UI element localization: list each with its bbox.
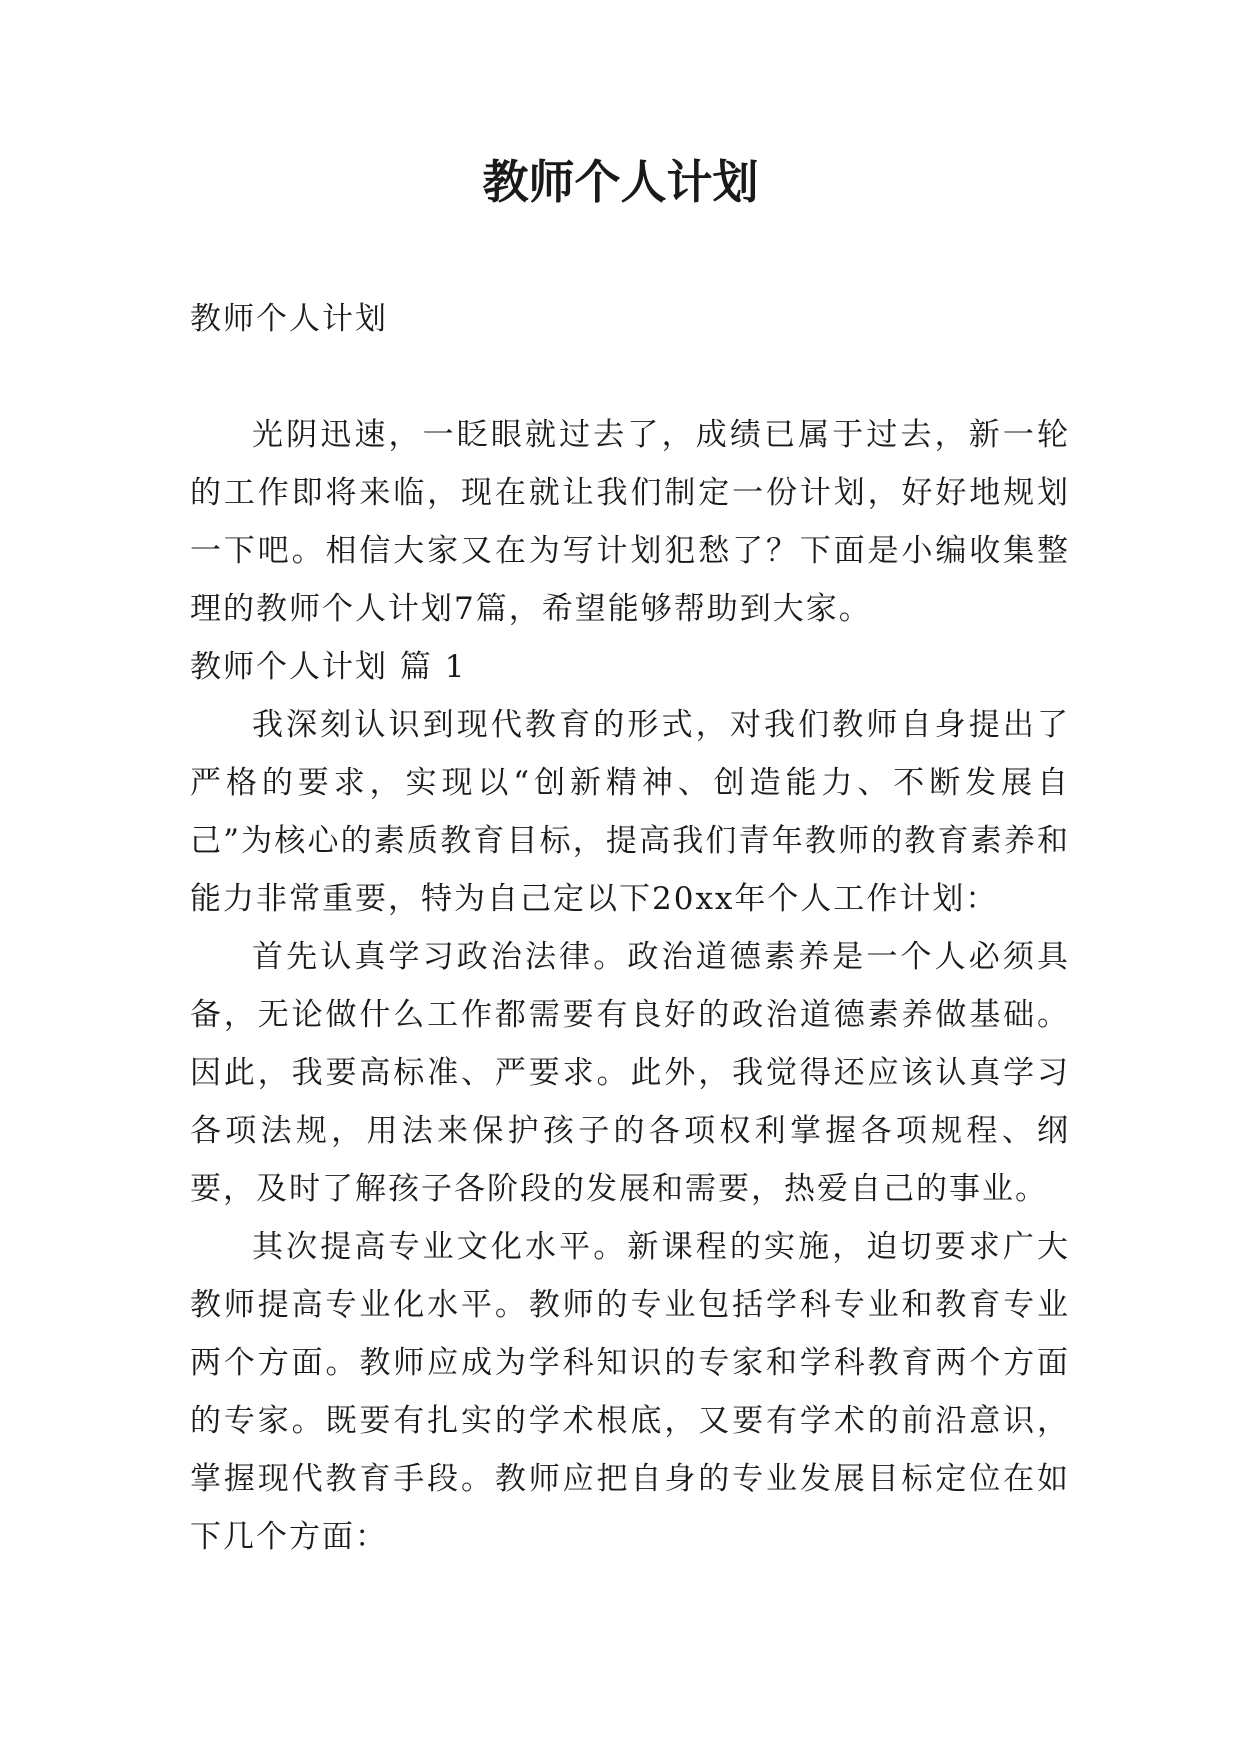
section-heading: 教师个人计划 篇 1 (190, 649, 467, 685)
body-paragraph: 首先认真学习政治法律。政治道德素养是一个人必须具备，无论做什么工作都需要有良好的政治道德素养做基础。因此，我要高标准、严要求。此外，我觉得还应该认真学习各项法规，用法来保护孩子的各项权利掌握各项规程、纲要，及时了解孩子各阶段的发展和需要，热爱自己的事业。 (190, 939, 1070, 1207)
body-paragraph: 其次提高专业文化水平。新课程的实施，迫切要求广大教师提高专业化水平。教师的专业包括学科专业和教育专业两个方面。教师应成为学科知识的专家和学科教育两个方面的专家。既要有扎实的学术根底，又要有学术的前沿意识，掌握现代教育手段。教师应把自身的专业发展目标定位在如下几个方面： (190, 1229, 1070, 1555)
body-paragraph: 我深刻认识到现代教育的形式，对我们教师自身提出了严格的要求，实现以“创新精神、创造能力、不断发展自己”为核心的素质教育目标，提高我们青年教师的教育素养和能力非常重要，特为自己定以下20xx年个人工作计划： (190, 707, 1070, 917)
document-body (190, 290, 1070, 1566)
intro-paragraph: 光阴迅速，一眨眼就过去了，成绩已属于过去，新一轮的工作即将来临，现在就让我们制定一份计划，好好地规划一下吧。相信大家又在为写计划犯愁了？下面是小编收集整理的教师个人计划7篇，希望能够帮助到大家。 (190, 417, 1070, 627)
document-title: 教师个人计划 (482, 155, 759, 209)
document-subtitle: 教师个人计划 (190, 301, 388, 337)
